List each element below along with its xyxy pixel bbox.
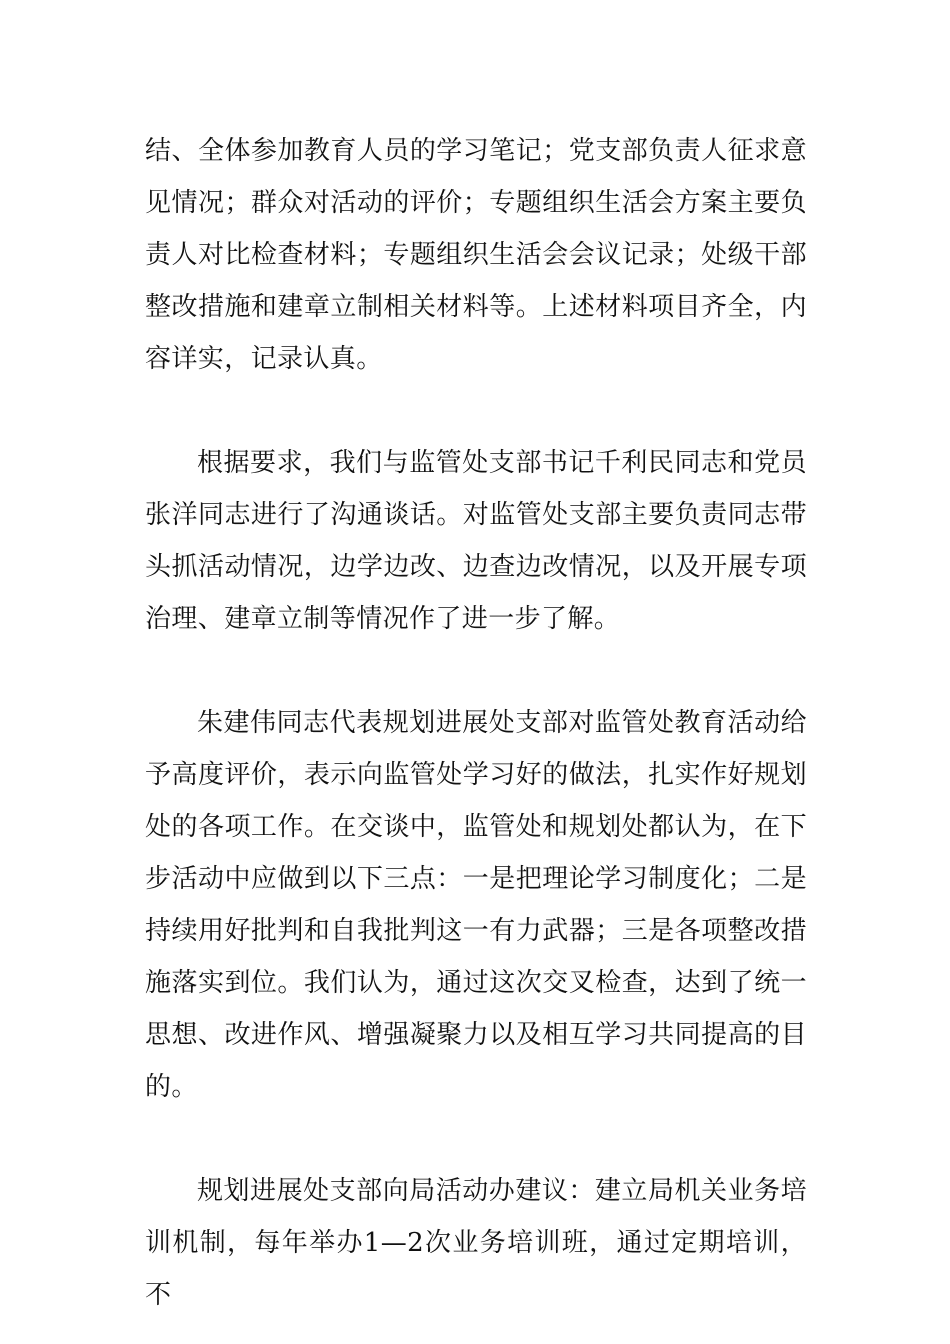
paragraph-gap (145, 1113, 807, 1165)
paragraph-gap (145, 645, 807, 697)
document-page (145, 125, 807, 1321)
paragraph-continuation: 结、全体参加教育人员的学习笔记；党支部负责人征求意见情况；群众对活动的评价；专题组织生活会方案主要负责人对比检查材料；专题组织生活会会议记录；处级干部整改措施和建章立制相关材料等。上述材料项目齐全，内容详实，记录认真。 (145, 136, 807, 374)
paragraph-suggestion: 规划进展处支部向局活动办建议：建立局机关业务培训机制，每年举办1—2次业务培训班，通过定期培训，不 (145, 1176, 807, 1310)
paragraph-evaluation: 朱建伟同志代表规划进展处支部对监管处教育活动给予高度评价，表示向监管处学习好的做法，扎实作好规划处的各项工作。在交谈中，监管处和规划处都认为，在下步活动中应做到以下三点：一是把理论学习制度化；二是持续用好批判和自我批判这一有力武器；三是各项整改措施落实到位。我们认为，通过这次交叉检查，达到了统一思想、改进作风、增强凝聚力以及相互学习共同提高的目的。 (145, 708, 807, 1102)
paragraph-gap (145, 385, 807, 437)
paragraph-communication: 根据要求，我们与监管处支部书记千利民同志和党员张洋同志进行了沟通谈话。对监管处支部主要负责同志带头抓活动情况，边学边改、边查边改情况，以及开展专项治理、建章立制等情况作了进一步了解。 (145, 448, 807, 634)
